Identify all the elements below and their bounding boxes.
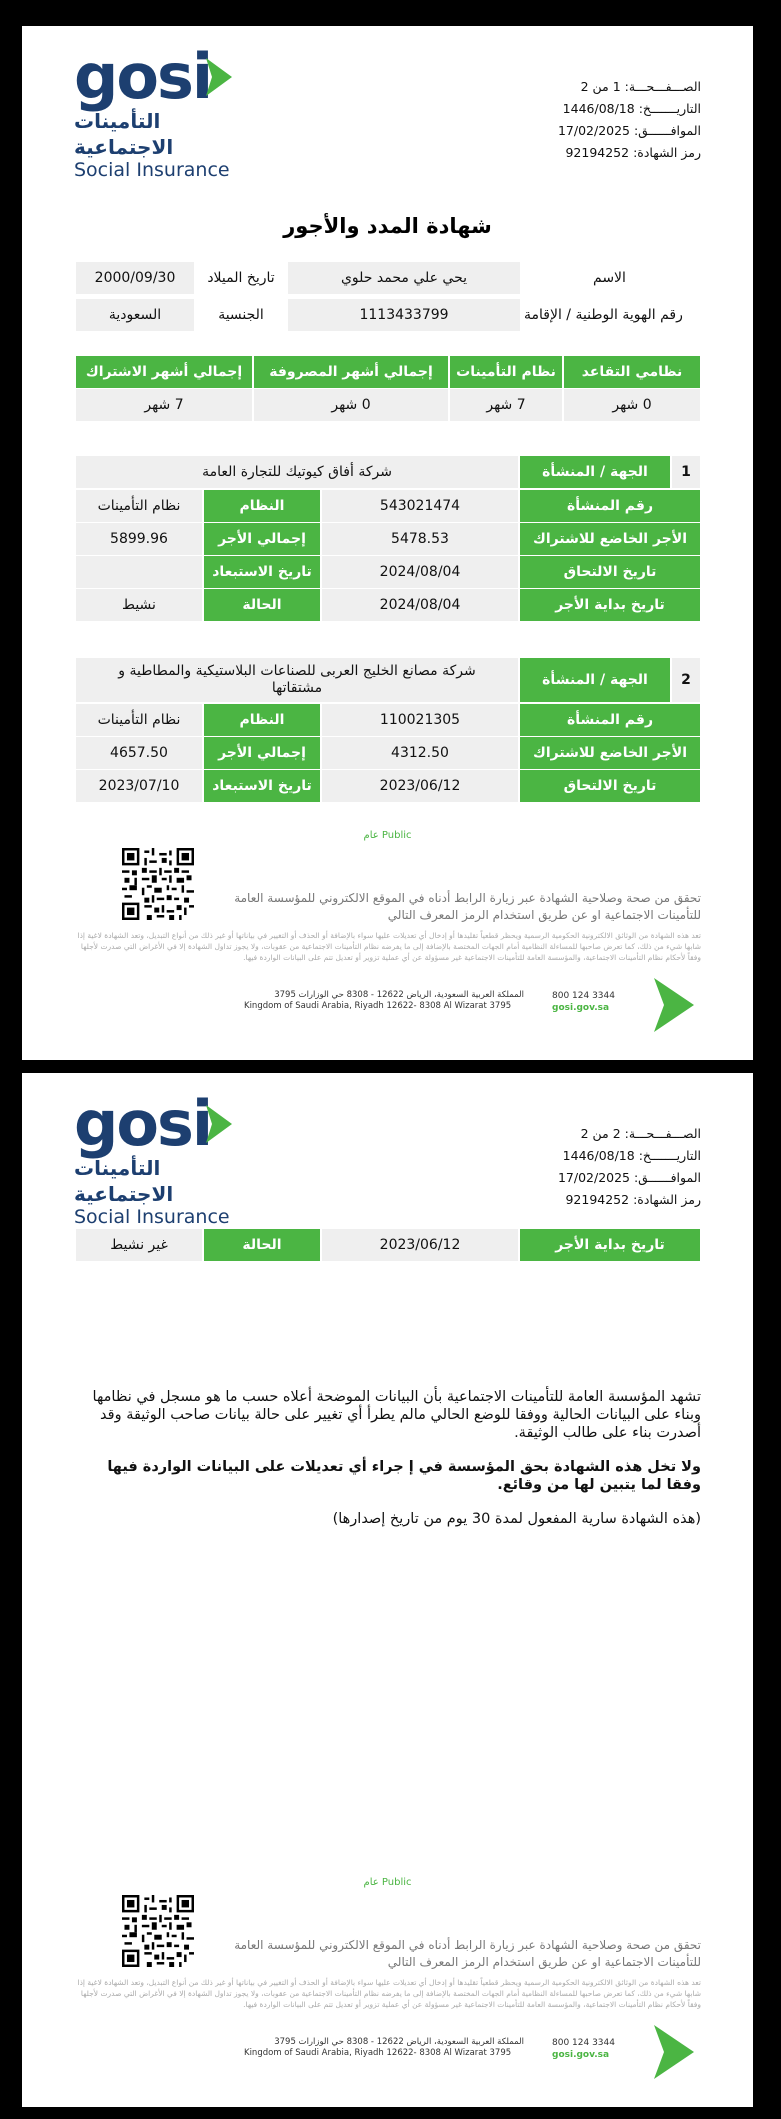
total-wage-value: 4657.50 (76, 737, 202, 769)
page-number: الصـــفـــحـــة: 1 من 2 (580, 79, 701, 94)
wage-start-label: تاريخ بداية الأجر (520, 589, 700, 621)
wage-start-value: 2024/08/04 (322, 589, 518, 621)
address-block (244, 2037, 524, 2059)
contact-block (552, 2037, 615, 2061)
entity-label: الجهة / المنشأة (520, 658, 670, 702)
name-label: الاسم (593, 262, 753, 294)
summary-value-sub-months: 7 شهر (76, 389, 252, 421)
status-value: غير نشيط (76, 1229, 202, 1261)
entity-label: الجهة / المنشأة (520, 456, 670, 488)
address-english: Kingdom of Saudi Arabia, Riyadh 12622- 8308 Al Wizarat 3795 (244, 1001, 512, 1011)
logo-arabic: التأمينات الاجتماعية (74, 1156, 174, 1206)
gosi-chevron-icon (650, 974, 698, 1036)
validity-notice: (هذه الشهادة سارية المفعول لمدة 30 يوم من تاريخ إصدارها) (332, 1511, 701, 1527)
phone-number: 800 124 3344 (552, 2038, 615, 2048)
legal-disclaimer: تعد هذه الشهادة من الوثائق الالكترونية الحكومية الرسمية ويحظر قطعياً تقليدها أو إدخال أي تعديلات عليها سواء بالإضافة أو الحذف أو التغيير في بياناتها أو غير ذلك من أنواع التبديل، وتعد الشهادة لاغية إذا شابها شيء من ذلك، كما تعرض صاحبها للمساءلة النظامية أمام الجهات المختصة بالإضافة إلى ما يفرضه نظام التأمينات الاجتماعية من عقوبات، ولا يجوز تداول الشهادة إلا في الأغراض التي صدرت لأجلها وفقاً لأحكام نظام التأمينات الاجتماعية، والمؤسسة العامة للتأمينات الاجتماعية غير مسؤولة عن أي عملية تزوير أو تعديل تتم على البيانات الواردة فيها. (77, 931, 701, 962)
reg-value: 110021305 (322, 704, 518, 736)
address-block (244, 990, 524, 1012)
certificate-code: رمز الشهادة: 92194252 (565, 145, 701, 160)
join-date-value: 2023/06/12 (322, 770, 518, 802)
exclude-date-value (76, 556, 202, 588)
wage-value: 4312.50 (322, 737, 518, 769)
page-title: شهادة المدد والأجور (283, 214, 492, 238)
address-arabic: المملكة العربية السعودية، الرياض 12622 - 8308 حي الوزارات 3795 (274, 2037, 524, 2047)
document-meta (558, 1123, 701, 1211)
establishment-number: 1 (672, 456, 700, 488)
logo-chevron-icon (202, 52, 238, 102)
website-link[interactable]: gosi.gov.sa (552, 2050, 610, 2060)
status-label: الحالة (204, 589, 320, 621)
total-wage-value: 5899.96 (76, 523, 202, 555)
system-label: النظام (204, 490, 320, 522)
logo-word: gosi (74, 40, 212, 113)
date-hijri: التاريـــــــخ: 1446/08/18 (562, 1148, 701, 1163)
reg-value: 543021474 (322, 490, 518, 522)
system-value: نظام التأمينات (76, 704, 202, 736)
logo-word: gosi (74, 1087, 212, 1160)
join-date-value: 2024/08/04 (322, 556, 518, 588)
legal-disclaimer: تعد هذه الشهادة من الوثائق الالكترونية الحكومية الرسمية ويحظر قطعياً تقليدها أو إدخال أي تعديلات عليها سواء بالإضافة أو الحذف أو التغيير في بياناتها أو غير ذلك من أنواع التبديل، وتعد الشهادة لاغية إذا شابها شيء من ذلك، كما تعرض صاحبها للمساءلة النظامية أمام الجهات المختصة بالإضافة إلى ما يفرضه نظام التأمينات الاجتماعية من عقوبات، ولا يجوز تداول الشهادة إلا في الأغراض التي صدرت لأجلها وفقاً لأحكام نظام التأمينات الاجتماعية، والمؤسسة العامة للتأمينات الاجتماعية غير مسؤولة عن أي عملية تزوير أو تعديل تتم على البيانات الواردة فيها. (77, 1978, 701, 2009)
id-label: رقم الهوية الوطنية / الإقامة (524, 299, 701, 331)
public-classification: عام Public (363, 830, 412, 841)
system-value: نظام التأمينات (76, 490, 202, 522)
id-value: 1113433799 (288, 299, 520, 331)
logo-english: Social Insurance (74, 159, 230, 181)
verification-text: تحقق من صحة وصلاحية الشهادة عبر زيارة الرابط أدناه في الموقع الالكتروني للمؤسسة العامة للتأمينات الاجتماعية او عن طريق استخدام الرمز المعرف التالي (234, 891, 701, 922)
reg-label: رقم المنشأة (520, 704, 700, 736)
wage-start-value: 2023/06/12 (322, 1229, 518, 1261)
date-hijri: التاريـــــــخ: 1446/08/18 (562, 101, 701, 116)
phone-number: 800 124 3344 (552, 991, 615, 1001)
qr-code-icon[interactable] (122, 848, 194, 920)
logo-chevron-icon (202, 1099, 238, 1149)
summary-header-paid-months: إجمالي أشهر المصروفة (254, 356, 448, 388)
certificate-page-2 (22, 1073, 753, 2107)
certificate-code: رمز الشهادة: 92194252 (565, 1192, 701, 1207)
summary-value-retirement: 0 شهر (564, 389, 700, 421)
wage-start-label: تاريخ بداية الأجر (520, 1229, 700, 1261)
entity-value: شركة مصانع الخليج العربى للصناعات البلاستيكية والمطاطية و مشتقاتها (76, 658, 518, 702)
wage-value: 5478.53 (322, 523, 518, 555)
gosi-logo (74, 40, 244, 181)
nationality-label: الجنسية (198, 299, 284, 331)
system-label: النظام (204, 704, 320, 736)
join-date-label: تاريخ الالتحاق (520, 556, 700, 588)
address-english: Kingdom of Saudi Arabia, Riyadh 12622- 8308 Al Wizarat 3795 (244, 2048, 512, 2058)
entity-value: شركة أفاق كيوتيك للتجارة العامة (76, 456, 518, 488)
summary-header-sub-months: إجمالي أشهر الاشتراك (76, 356, 252, 388)
total-wage-label: إجمالي الأجر (204, 523, 320, 555)
gosi-logo (74, 1087, 244, 1228)
dob-label: تاريخ الميلاد (198, 262, 284, 294)
nationality-value: السعودية (76, 299, 194, 331)
status-label: الحالة (204, 1229, 320, 1261)
page-number: الصـــفـــحـــة: 2 من 2 (580, 1126, 701, 1141)
wage-label: الأجر الخاضع للاشتراك (520, 523, 700, 555)
total-wage-label: إجمالي الأجر (204, 737, 320, 769)
contact-block (552, 990, 615, 1014)
date-gregorian: الموافــــــق: 17/02/2025 (557, 1170, 701, 1185)
status-value: نشيط (76, 589, 202, 621)
verification-text: تحقق من صحة وصلاحية الشهادة عبر زيارة الرابط أدناه في الموقع الالكتروني للمؤسسة العامة للتأمينات الاجتماعية او عن طريق استخدام الرمز المعرف التالي (234, 1938, 701, 1969)
join-date-label: تاريخ الالتحاق (520, 770, 700, 802)
amendment-notice: ولا تخل هذه الشهادة بحق المؤسسة في إ جراء أي تعديلات على البيانات الواردة فيها وفقا لما يتبين لها من وقائع. (107, 1459, 701, 1493)
reg-label: رقم المنشأة (520, 490, 700, 522)
address-arabic: المملكة العربية السعودية، الرياض 12622 - 8308 حي الوزارات 3795 (274, 990, 524, 1000)
establishment-number: 2 (672, 658, 700, 702)
summary-value-insurance: 7 شهر (450, 389, 562, 421)
qr-code-icon[interactable] (122, 1895, 194, 1967)
document-meta (558, 76, 701, 164)
website-link[interactable]: gosi.gov.sa (552, 1003, 610, 1013)
date-gregorian: الموافــــــق: 17/02/2025 (557, 123, 701, 138)
exclude-date-value: 2023/07/10 (76, 770, 202, 802)
certificate-page-1 (22, 26, 753, 1060)
certification-statement: تشهد المؤسسة العامة للتأمينات الاجتماعية بأن البيانات الموضحة أعلاه حسب ما هو مسجل في نظامها وبناء على البيانات الحالية ووفقا للوضع الحالي مالم يطرأ أي تغيير على حالة بيانات صاحب الوثيقة وقد أصدرت بناء على طالب الوثيقة. (92, 1389, 701, 1441)
wage-label: الأجر الخاضع للاشتراك (520, 737, 700, 769)
name-value: يحي علي محمد حلوي (288, 262, 520, 294)
logo-arabic: التأمينات الاجتماعية (74, 109, 174, 159)
summary-header-retirement: نظامي التقاعد (564, 356, 700, 388)
summary-value-paid-months: 0 شهر (254, 389, 448, 421)
exclude-date-label: تاريخ الاستبعاد (204, 770, 320, 802)
gosi-chevron-icon (650, 2021, 698, 2083)
logo-english: Social Insurance (74, 1206, 230, 1228)
dob-value: 2000/09/30 (76, 262, 194, 294)
exclude-date-label: تاريخ الاستبعاد (204, 556, 320, 588)
summary-header-insurance: نظام التأمينات (450, 356, 562, 388)
public-classification: عام Public (363, 1877, 412, 1888)
